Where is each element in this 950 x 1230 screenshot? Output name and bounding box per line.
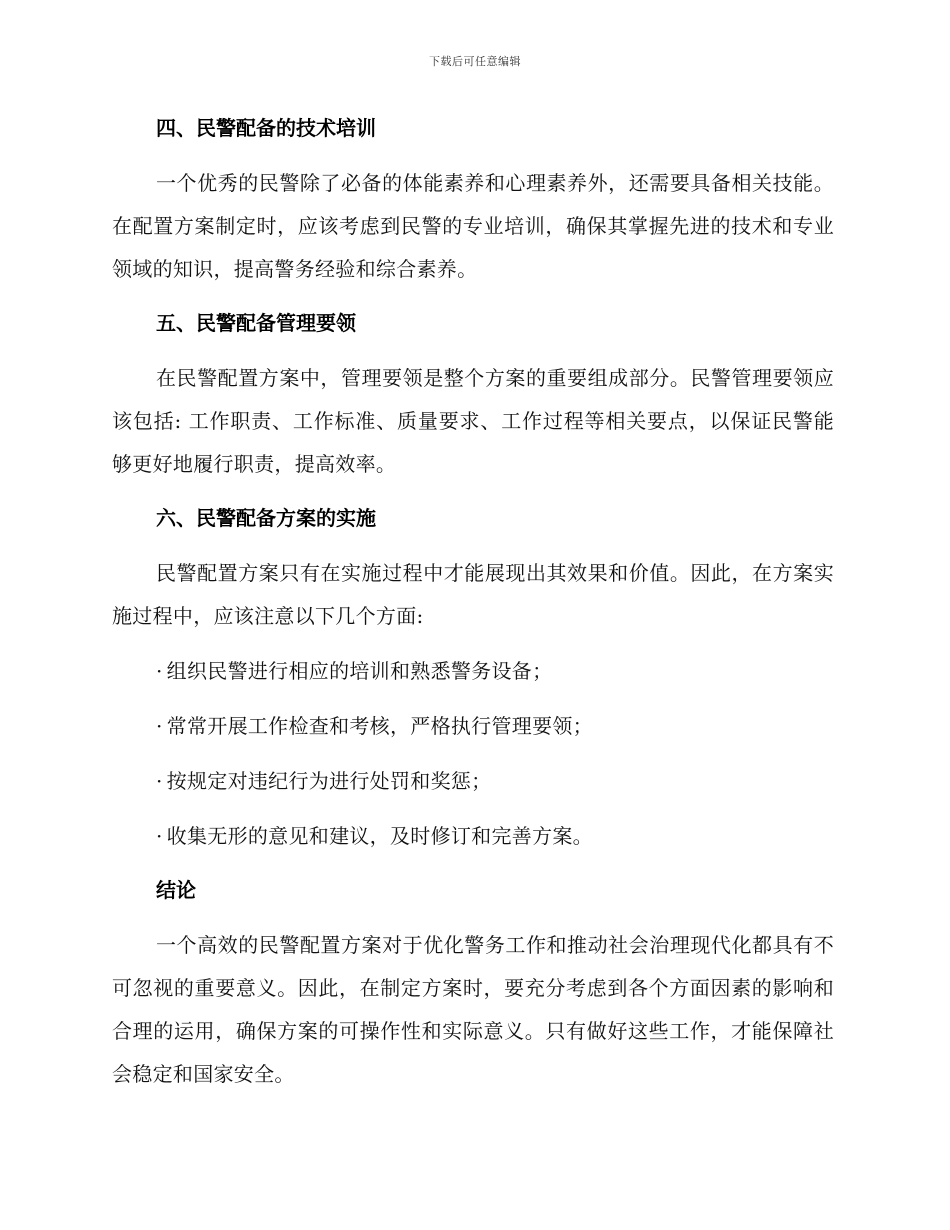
- paragraph-implementation: 民警配置方案只有在实施过程中才能展现出其效果和价值。因此，在方案实施过程中，应该注意以下几个方面:: [112, 561, 834, 628]
- section-heading-training: 四、民警配备的技术培训: [156, 116, 376, 140]
- section-heading-conclusion: 结论: [156, 878, 196, 902]
- paragraph-training: 一个优秀的民警除了必备的体能素养和心理素养外，还需要具备相关技能。在配置方案制定时，应该考虑到民警的专业培训，确保其掌握先进的技术和专业领域的知识，提高警务经验和综合素养。: [112, 171, 834, 281]
- list-item-text: 常常开展工作检查和考核，严格执行管理要领；: [166, 714, 593, 738]
- list-item-text: 按规定对违纪行为进行处罚和奖惩；: [166, 769, 492, 793]
- section-heading-management: 五、民警配备管理要领: [156, 311, 356, 335]
- page-header: 下载后可任意编辑: [429, 55, 521, 68]
- section-heading-implementation: 六、民警配备方案的实施: [156, 506, 376, 530]
- document-body: [112, 108, 834, 1108]
- bullet-marker: ·: [156, 714, 163, 738]
- list-item: [112, 815, 834, 858]
- list-item: [112, 650, 834, 693]
- bullet-marker: ·: [156, 769, 163, 793]
- bullet-marker: ·: [156, 659, 163, 683]
- paragraph-management: 在民警配置方案中，管理要领是整个方案的重要组成部分。民警管理要领应该包括: 工作职责、工作标准、质量要求、工作过程等相关要点，以保证民警能够更好地履行职责，提高效率。: [112, 366, 834, 476]
- list-item-text: 组织民警进行相应的培训和熟悉警务设备；: [166, 659, 553, 683]
- list-item-text: 收集无形的意见和建议，及时修订和完善方案。: [166, 824, 593, 848]
- list-item: [112, 705, 834, 748]
- list-item: [112, 760, 834, 803]
- paragraph-conclusion: 一个高效的民警配置方案对于优化警务工作和推动社会治理现代化都具有不可忽视的重要意义。因此，在制定方案时，要充分考虑到各个方面因素的影响和合理的运用，确保方案的可操作性和实际意义。只有做好这些工作，才能保障社会稳定和国家安全。: [112, 933, 834, 1086]
- bullet-marker: ·: [156, 824, 163, 848]
